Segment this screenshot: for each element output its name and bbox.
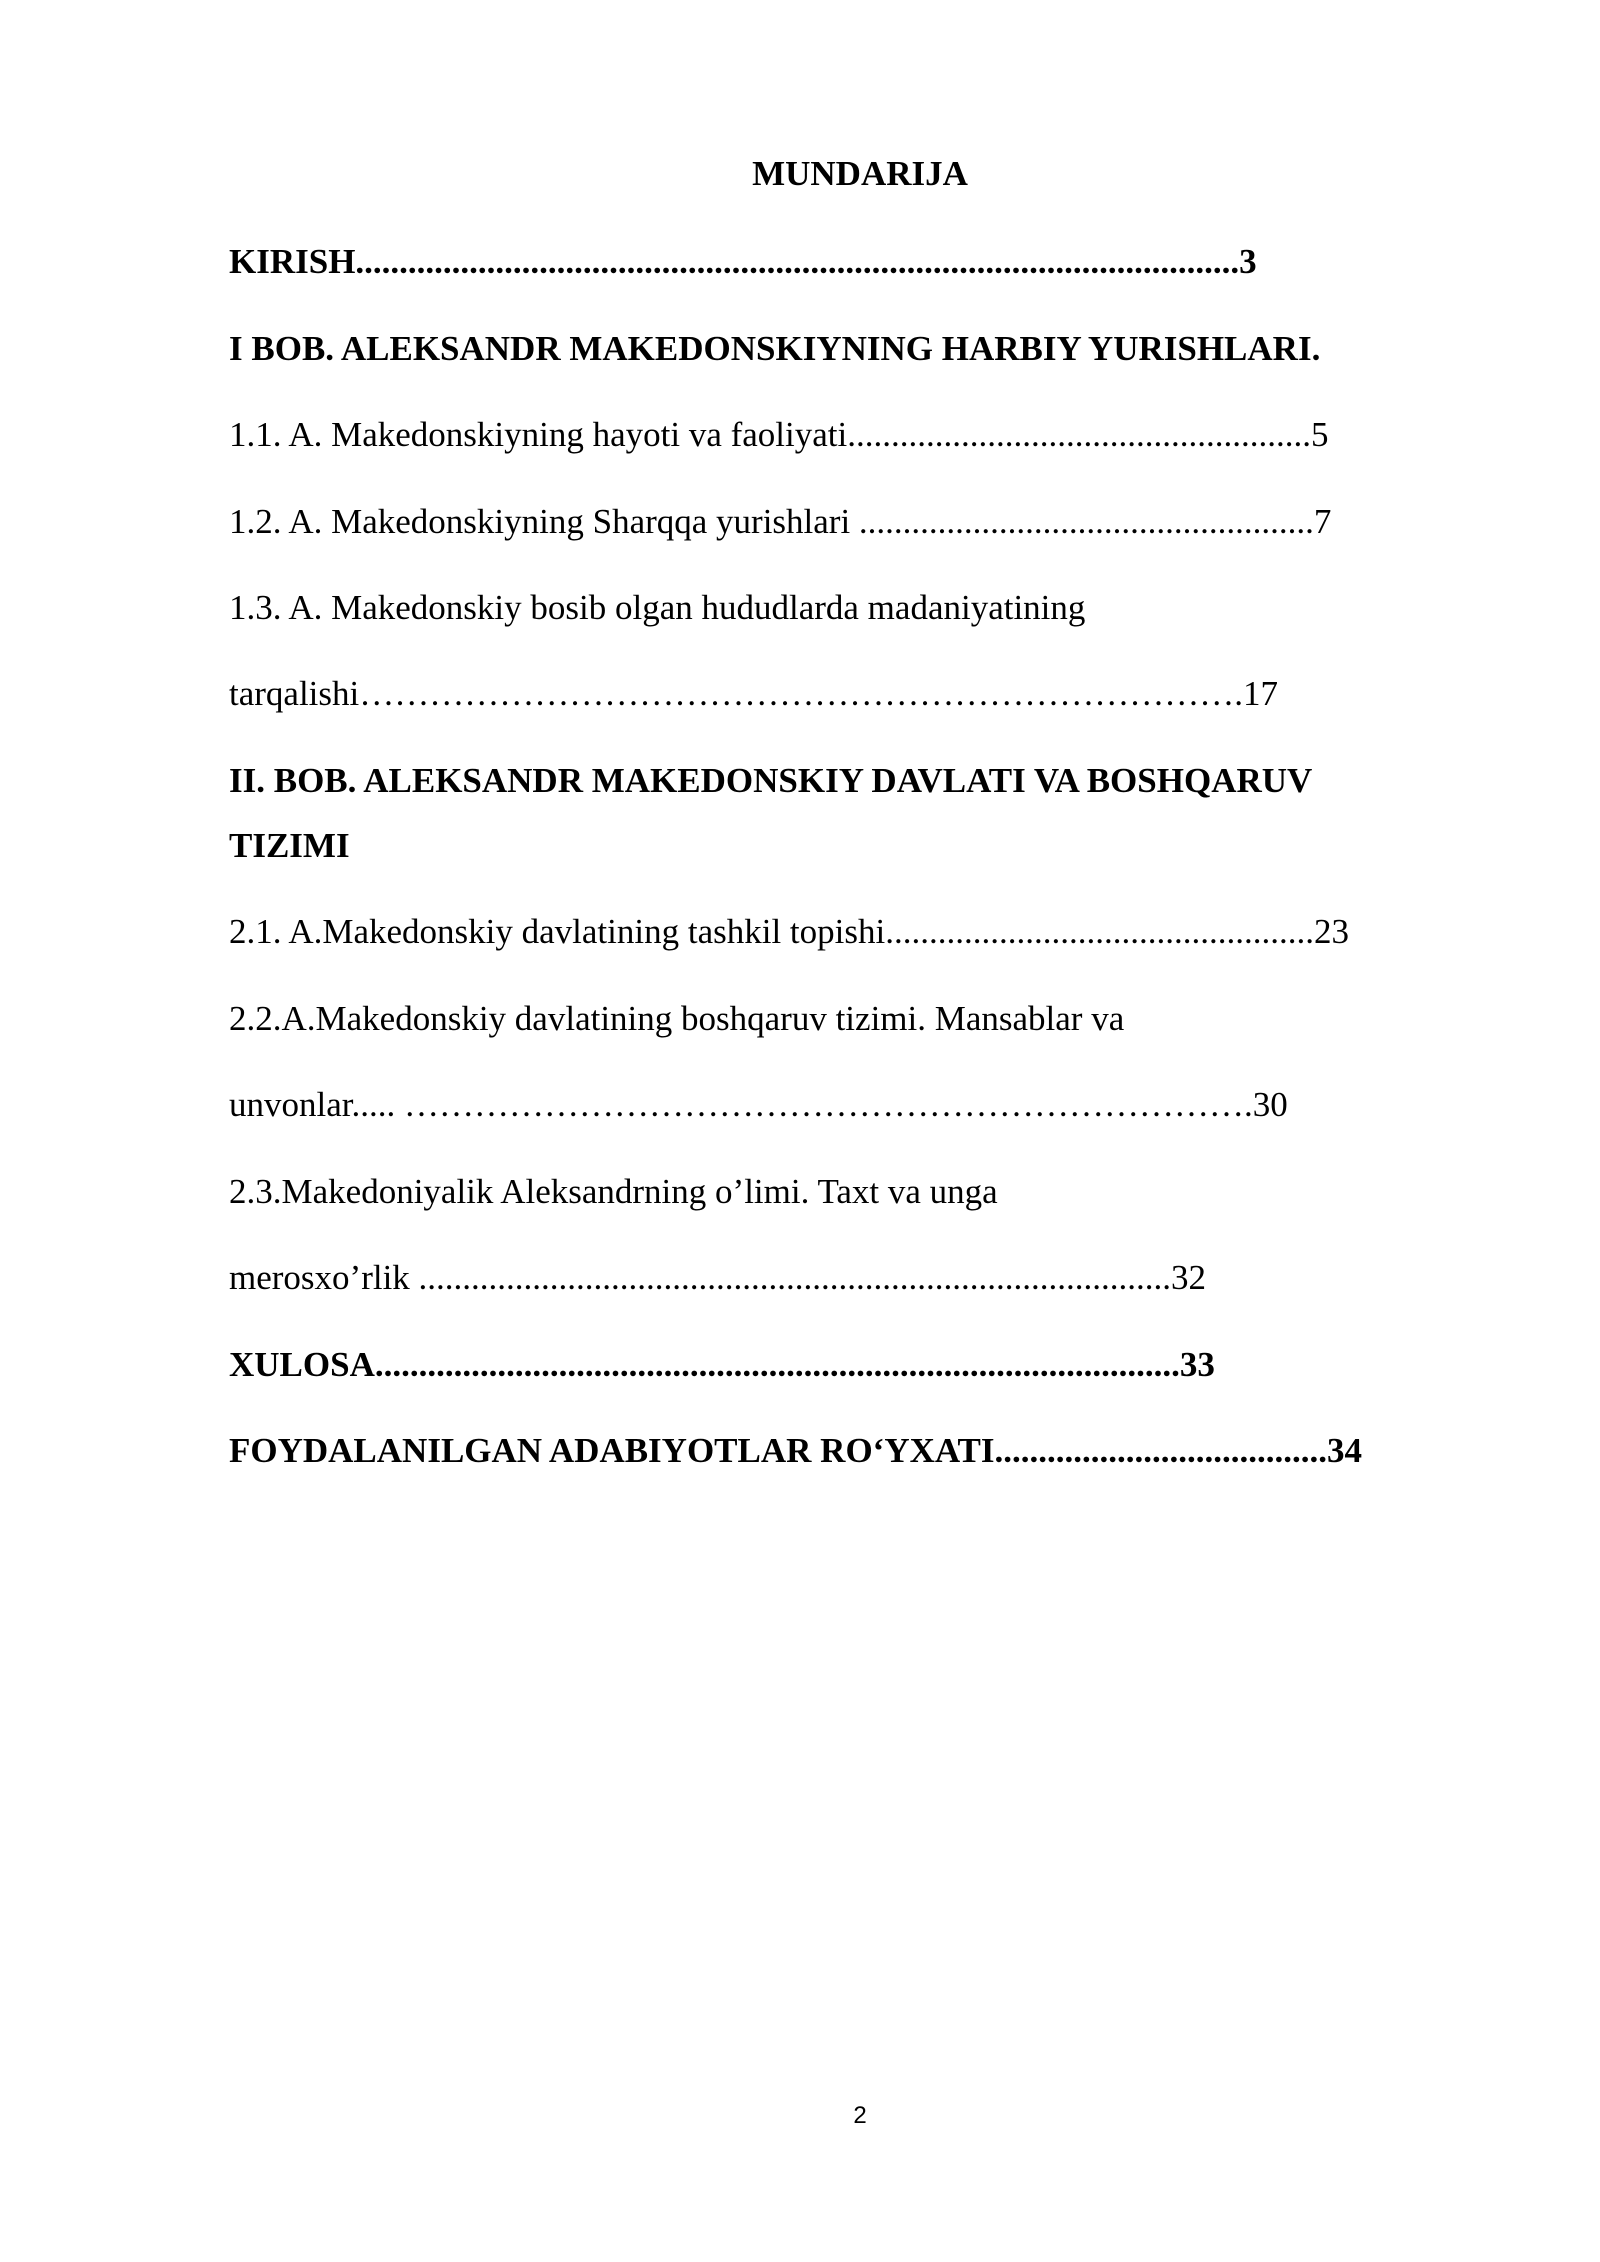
toc-entry-1-3-cont: tarqalishi………………………………………………………………….17: [229, 674, 1278, 713]
toc-entry-kirish: KIRISH.....................................................................................................3: [229, 242, 1257, 281]
toc-chapter-1: I BOB. ALEKSANDR MAKEDONSKIYNING HARBIY YURISHLARI.: [229, 329, 1321, 368]
toc-entry-1-3: 1.3. A. Makedonskiy bosib olgan hududlarda madaniyatining: [229, 588, 1086, 627]
toc-entry-2-2-cont: unvonlar..... ……………………………………………………………….30: [229, 1085, 1288, 1124]
toc-entry-1-1: 1.1. A. Makedonskiyning hayoti va faoliyati.....................................................5: [229, 415, 1329, 454]
toc-entry-xulosa: XULOSA............................................................................................33: [229, 1345, 1215, 1384]
page-number: 2: [853, 2102, 867, 2129]
toc-chapter-2-cont: TIZIMI: [229, 826, 350, 865]
toc-entry-2-2: 2.2.A.Makedonskiy davlatining boshqaruv tizimi. Mansablar va: [229, 999, 1125, 1038]
toc-entry-2-3: 2.3.Makedoniyalik Aleksandrning o’limi. Taxt va unga: [229, 1172, 998, 1211]
toc-chapter-2: II. BOB. ALEKSANDR MAKEDONSKIY DAVLATI VA BOSHQARUV: [229, 761, 1313, 800]
toc-entry-2-1: 2.1. A.Makedonskiy davlatining tashkil topishi.................................................23: [229, 912, 1349, 951]
toc-entry-2-3-cont: merosxo’rlik ......................................................................................32: [229, 1258, 1207, 1297]
page-title: MUNDARIJA: [752, 154, 968, 193]
toc-entry-adabiyotlar: FOYDALANILGAN ADABIYOTLAR RO‘YXATI......................................34: [229, 1431, 1363, 1470]
toc-entry-1-2: 1.2. A. Makedonskiyning Sharqqa yurishlari ....................................................7: [229, 502, 1332, 541]
